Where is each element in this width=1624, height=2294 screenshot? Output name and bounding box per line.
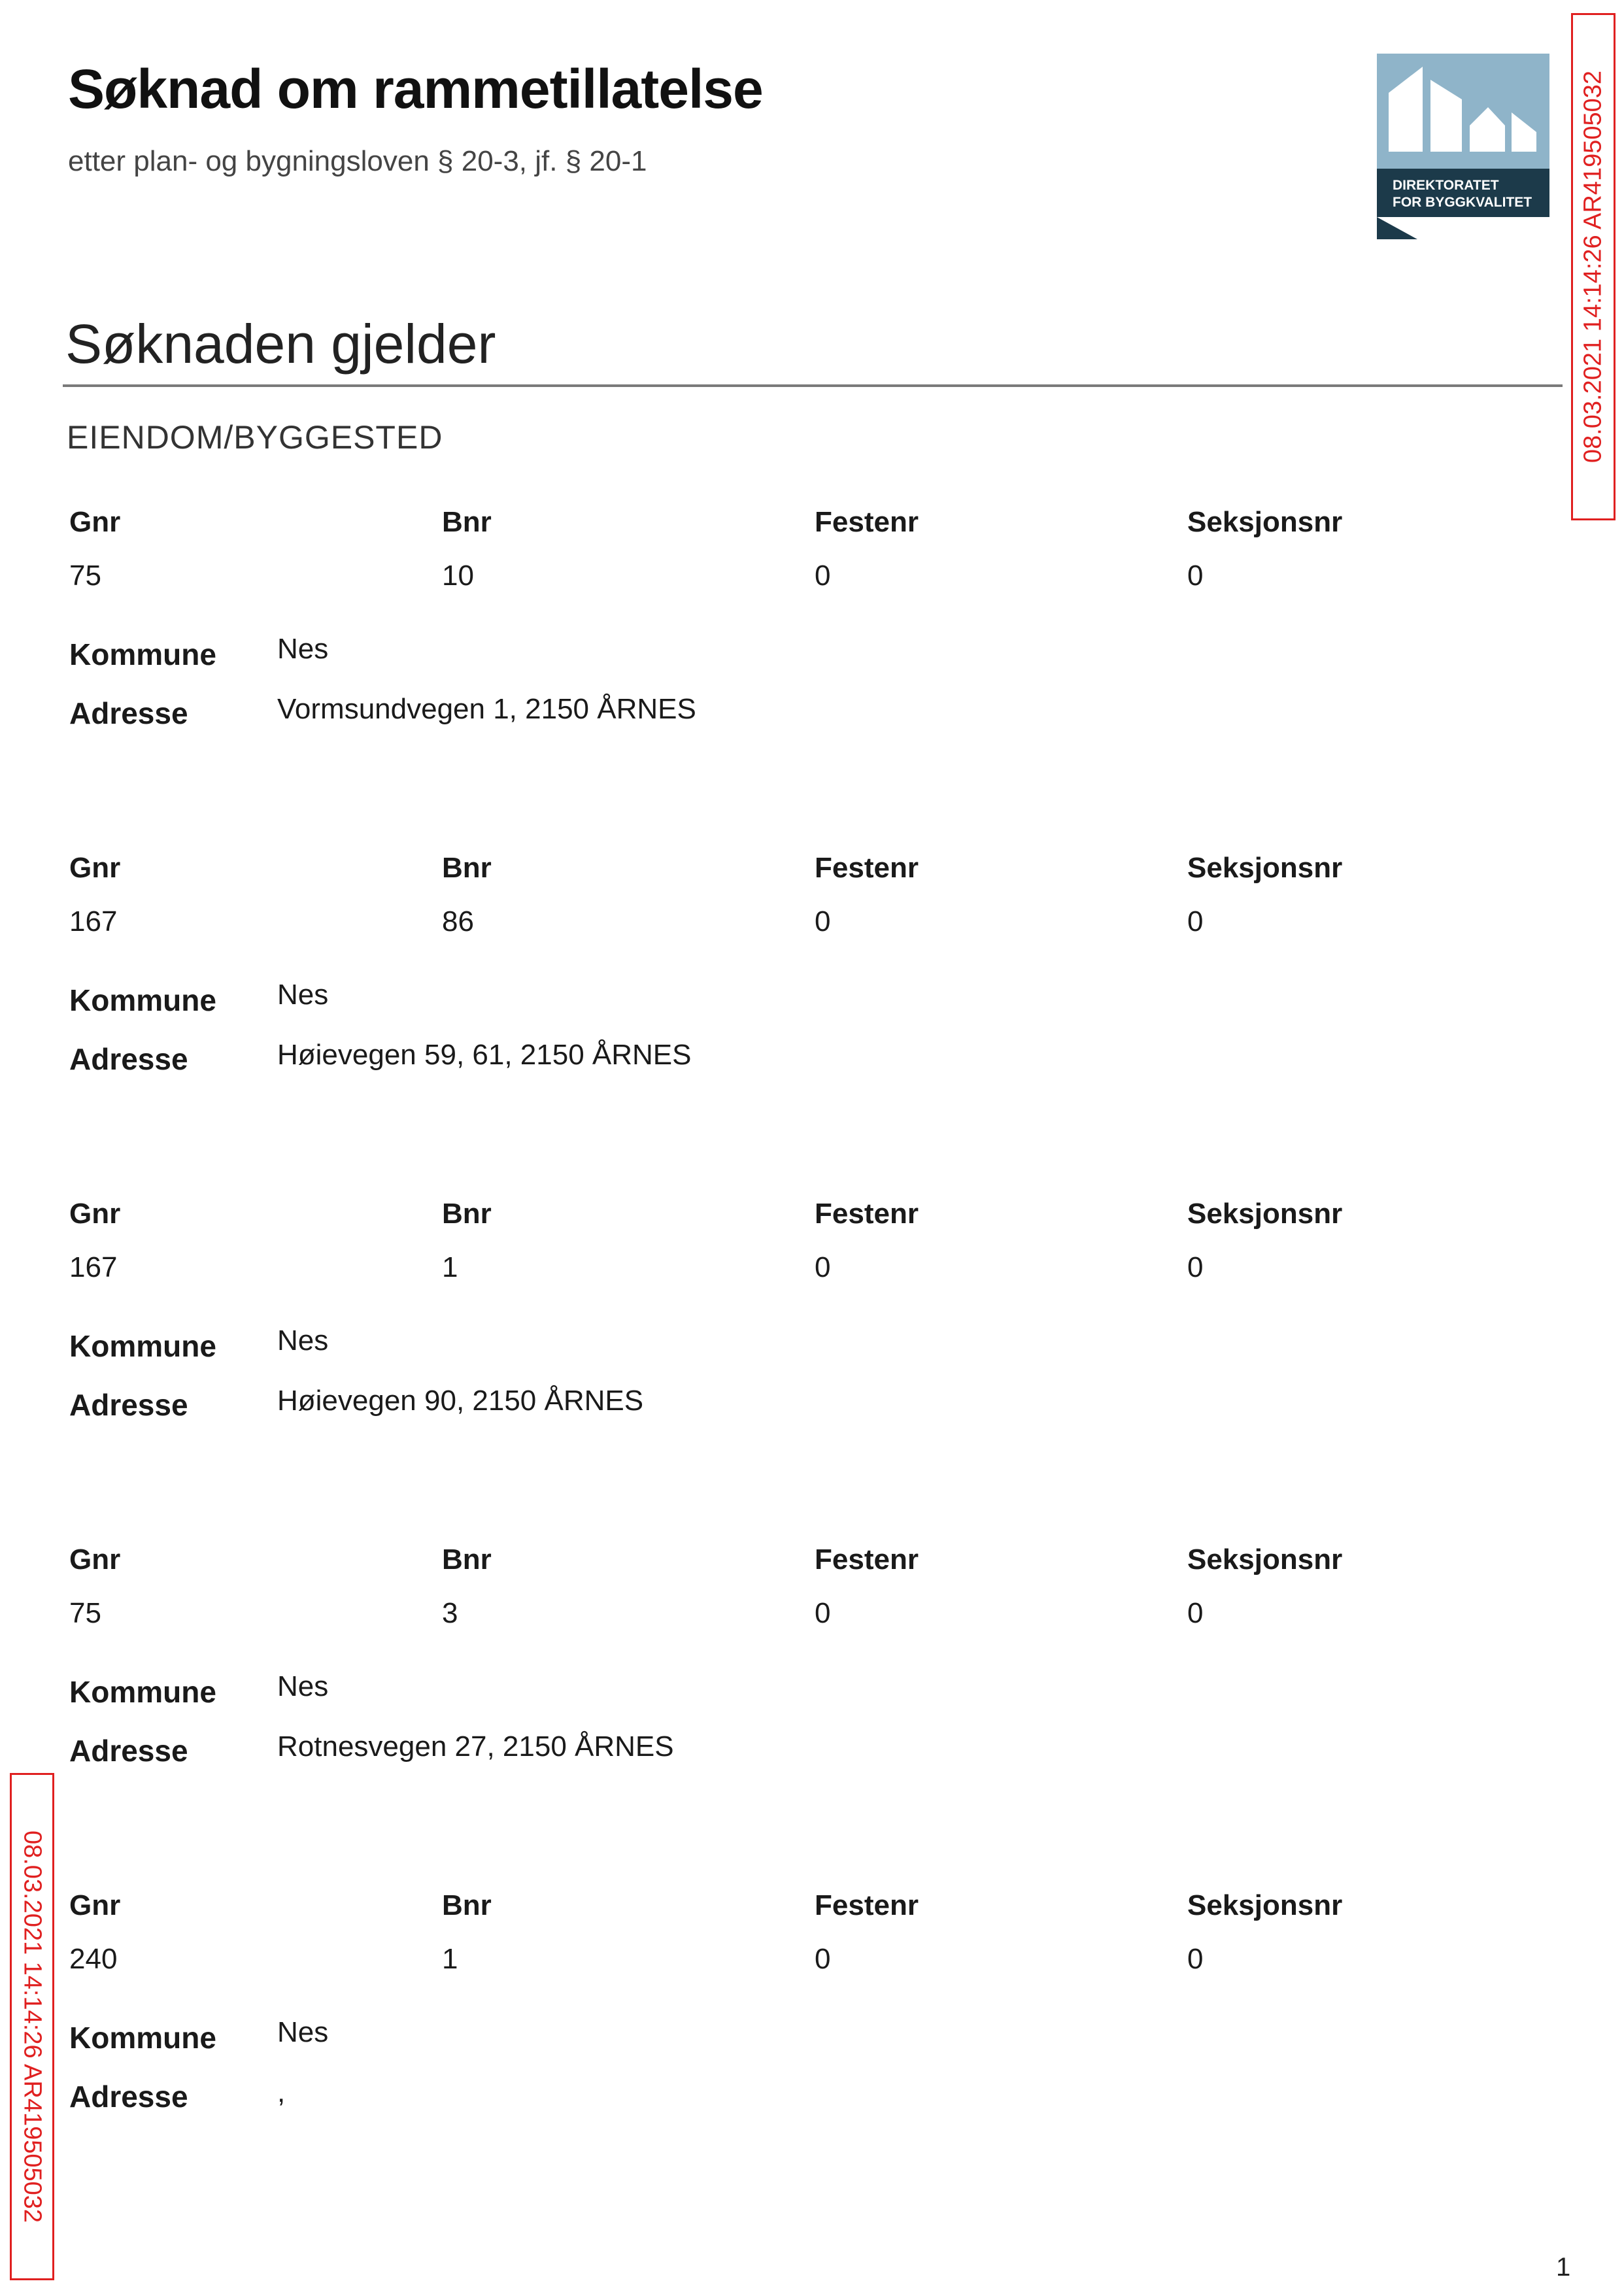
bnr-value: 10 (442, 560, 474, 592)
gnr-label: Gnr (69, 1889, 121, 1921)
property-block-2 (0, 852, 1569, 1113)
dibk-logo (1377, 54, 1549, 239)
section-divider (63, 384, 1563, 387)
gnr-value: 240 (69, 1943, 118, 1975)
adresse-value: Vormsundvegen 1, 2150 ÅRNES (277, 693, 696, 725)
page-number: 1 (1556, 2253, 1571, 2282)
archive-stamp-right (1571, 13, 1616, 520)
kommune-value: Nes (277, 633, 329, 665)
gnr-value: 167 (69, 905, 118, 937)
logo-text-line1: DIREKTORATET (1393, 178, 1499, 193)
adresse-label: Adresse (69, 1042, 188, 1076)
property-block-1 (0, 506, 1569, 767)
seksjonsnr-value: 0 (1187, 905, 1204, 937)
bnr-label: Bnr (442, 1198, 492, 1230)
logo-text-line2: FOR BYGGKVALITET (1393, 195, 1532, 210)
bnr-label: Bnr (442, 506, 492, 538)
kommune-label: Kommune (69, 637, 216, 671)
property-block-5 (0, 1889, 1569, 2151)
property-block-4 (0, 1543, 1569, 1805)
document-title: Søknad om rammetillatelse (68, 58, 763, 120)
festenr-label: Festenr (815, 506, 919, 538)
archive-stamp-text: 08.03.2021 14:14:26 AR419505032 (18, 1830, 46, 2223)
adresse-value: Høievegen 90, 2150 ÅRNES (277, 1385, 644, 1417)
gnr-value: 75 (69, 1597, 101, 1629)
logo-tab (1377, 217, 1417, 239)
bnr-value: 1 (442, 1251, 458, 1283)
kommune-label: Kommune (69, 1329, 216, 1363)
property-block-3 (0, 1198, 1569, 1459)
bnr-value: 1 (442, 1943, 458, 1975)
festenr-value: 0 (815, 1251, 831, 1283)
gnr-label: Gnr (69, 852, 121, 884)
bnr-label: Bnr (442, 1543, 492, 1576)
festenr-value: 0 (815, 1943, 831, 1975)
section-heading: Søknaden gjelder (65, 313, 496, 375)
seksjonsnr-label: Seksjonsnr (1187, 852, 1343, 884)
festenr-label: Festenr (815, 852, 919, 884)
gnr-value: 167 (69, 1251, 118, 1283)
kommune-value: Nes (277, 979, 329, 1011)
festenr-label: Festenr (815, 1889, 919, 1921)
bnr-label: Bnr (442, 852, 492, 884)
seksjonsnr-label: Seksjonsnr (1187, 1198, 1343, 1230)
festenr-value: 0 (815, 560, 831, 592)
seksjonsnr-label: Seksjonsnr (1187, 1543, 1343, 1576)
kommune-value: Nes (277, 1324, 329, 1357)
adresse-value: Rotnesvegen 27, 2150 ÅRNES (277, 1730, 674, 1763)
festenr-value: 0 (815, 905, 831, 937)
seksjonsnr-value: 0 (1187, 1597, 1204, 1629)
kommune-label: Kommune (69, 2021, 216, 2055)
seksjonsnr-label: Seksjonsnr (1187, 506, 1343, 538)
festenr-value: 0 (815, 1597, 831, 1629)
adresse-value: , (277, 2076, 286, 2108)
adresse-label: Adresse (69, 1388, 188, 1422)
gnr-label: Gnr (69, 1198, 121, 1230)
gnr-label: Gnr (69, 1543, 121, 1576)
adresse-label: Adresse (69, 696, 188, 730)
document-subtitle: etter plan- og bygningsloven § 20-3, jf. § 20-1 (68, 145, 647, 177)
bnr-value: 3 (442, 1597, 458, 1629)
kommune-value: Nes (277, 1670, 329, 1702)
festenr-label: Festenr (815, 1543, 919, 1576)
festenr-label: Festenr (815, 1198, 919, 1230)
gnr-value: 75 (69, 560, 101, 592)
kommune-label: Kommune (69, 1675, 216, 1709)
kommune-value: Nes (277, 2016, 329, 2048)
archive-stamp-left (10, 1773, 54, 2280)
seksjonsnr-value: 0 (1187, 560, 1204, 592)
archive-stamp-text: 08.03.2021 14:14:26 AR419505032 (1579, 70, 1607, 464)
section-subheading: EIENDOM/BYGGESTED (67, 419, 443, 456)
seksjonsnr-label: Seksjonsnr (1187, 1889, 1343, 1921)
gnr-label: Gnr (69, 506, 121, 538)
adresse-value: Høievegen 59, 61, 2150 ÅRNES (277, 1039, 692, 1071)
bnr-label: Bnr (442, 1889, 492, 1921)
adresse-label: Adresse (69, 2080, 188, 2114)
seksjonsnr-value: 0 (1187, 1943, 1204, 1975)
adresse-label: Adresse (69, 1734, 188, 1768)
bnr-value: 86 (442, 905, 474, 937)
seksjonsnr-value: 0 (1187, 1251, 1204, 1283)
kommune-label: Kommune (69, 983, 216, 1017)
